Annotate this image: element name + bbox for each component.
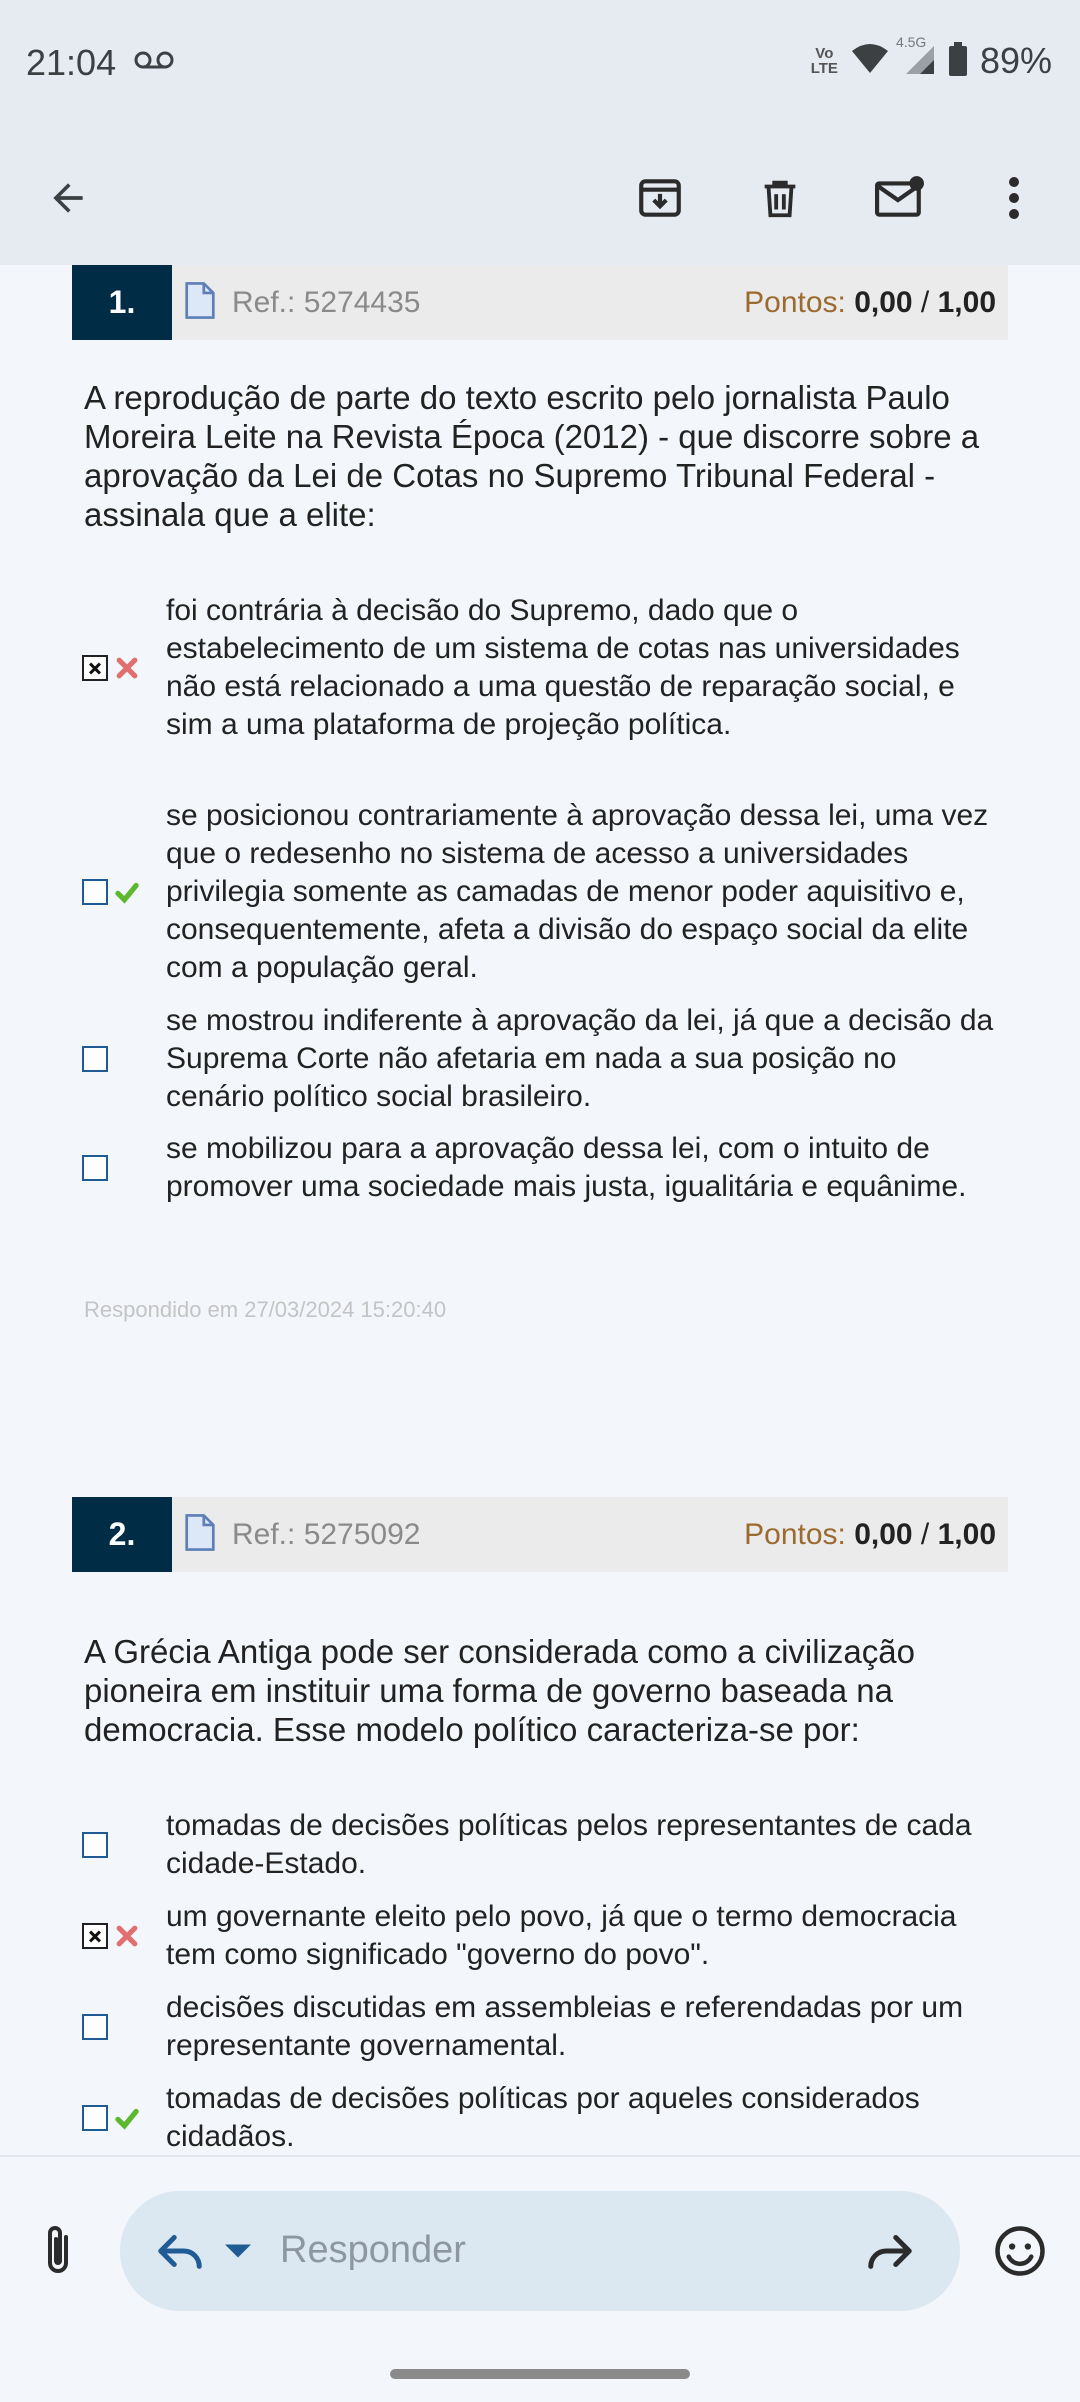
document-icon — [184, 281, 216, 324]
question-number: 2. — [72, 1497, 172, 1572]
correct-mark-icon — [114, 879, 140, 905]
option-checkbox[interactable] — [82, 2014, 108, 2040]
question-number: 1. — [72, 265, 172, 340]
question-ref: Ref.: 5275092 — [232, 1517, 421, 1551]
reply-bar — [0, 2155, 1080, 2402]
option-text: foi contrária à decisão do Supremo, dado que o estabelecimento de um sistema de cotas nas universidades não está relacionado a uma questão de reparação social, e sim a uma plataforma de projeção política. — [166, 594, 960, 741]
status-time: 21:04 — [26, 42, 117, 83]
battery-percent: 89% — [979, 40, 1052, 81]
option-checkbox[interactable] — [82, 1832, 108, 1858]
option-checkbox[interactable] — [82, 655, 108, 681]
wrong-mark-icon — [114, 1923, 140, 1949]
reply-placeholder[interactable]: Responder — [280, 2229, 466, 2271]
answer-option[interactable] — [82, 1002, 1002, 1116]
question-text: A reprodução de parte do texto escrito pelo jornalista Paulo Moreira Leite na Revista Época (2012) - que discorre sobre a aprovação da Lei de Cotas no Supremo Tribunal Federal - assinala que a elite: — [84, 379, 980, 533]
question-header — [72, 1497, 1008, 1572]
option-checkbox[interactable] — [82, 1046, 108, 1072]
status-bar — [0, 0, 1080, 130]
back-arrow-icon[interactable] — [28, 158, 108, 238]
option-text: um governante eleito pelo povo, já que o termo democracia tem como significado "governo do povo". — [166, 1900, 957, 1971]
cellular-signal-icon — [895, 33, 936, 81]
option-checkbox[interactable] — [82, 1923, 108, 1949]
reply-options-dropdown-icon[interactable] — [198, 2211, 278, 2291]
answered-timestamp: Respondido em 27/03/2024 15:20:40 — [84, 1297, 447, 1322]
network-type: 4.5G — [895, 33, 927, 50]
question-header — [72, 265, 1008, 340]
option-text: se mostrou indiferente à aprovação da lei, já que a decisão da Suprema Corte não afetaria em nada a sua posição no cenário político social brasileiro. — [166, 1004, 994, 1113]
emoji-icon[interactable] — [980, 2211, 1060, 2291]
option-text: tomadas de decisões políticas pelos representantes de cada cidade-Estado. — [166, 1809, 972, 1880]
answer-option[interactable] — [82, 797, 1002, 987]
option-text: se posicionou contrariamente à aprovação dessa lei, uma vez que o redesenho no sistema de acesso a universidades privilegia somente as camadas de menor poder aquisitivo e, consequentemente, afeta a divisão do espaço social da elite com a população geral. — [166, 799, 989, 984]
answer-option[interactable] — [82, 1130, 1002, 1206]
answer-option[interactable] — [82, 592, 1002, 744]
answer-option[interactable] — [82, 1898, 1002, 1974]
question-points: Pontos: 0,00 / 1,00 — [744, 285, 996, 319]
forward-icon[interactable] — [850, 2211, 930, 2291]
home-indicator[interactable] — [390, 2369, 690, 2379]
question-points: Pontos: 0,00 / 1,00 — [744, 1517, 996, 1551]
correct-mark-icon — [114, 2105, 140, 2131]
battery-icon — [948, 42, 968, 81]
wifi-icon — [850, 43, 890, 80]
archive-icon[interactable] — [620, 158, 700, 238]
option-text: decisões discutidas em assembleias e referendadas por um representante governamental. — [166, 1991, 964, 2062]
attachment-icon[interactable] — [18, 2211, 98, 2291]
question-ref: Ref.: 5274435 — [232, 285, 421, 319]
option-checkbox[interactable] — [82, 2105, 108, 2131]
app-bar — [0, 130, 1080, 265]
option-checkbox[interactable] — [82, 1155, 108, 1181]
mark-unread-icon[interactable] — [860, 158, 940, 238]
volte-indicator: Vo LTE — [810, 45, 838, 77]
answer-option[interactable] — [82, 2080, 1002, 2155]
answer-option[interactable] — [82, 1807, 1002, 1883]
voicemail-icon — [134, 50, 174, 75]
email-body[interactable] — [0, 265, 1080, 2155]
more-vert-icon[interactable] — [974, 158, 1054, 238]
option-text: se mobilizou para a aprovação dessa lei, com o intuito de promover uma sociedade mais justa, igualitária e equânime. — [166, 1132, 967, 1203]
document-icon — [184, 1513, 216, 1556]
delete-icon[interactable] — [740, 158, 820, 238]
wrong-mark-icon — [114, 655, 140, 681]
option-text: tomadas de decisões políticas por aqueles considerados cidadãos. — [166, 2082, 920, 2153]
question-text: A Grécia Antiga pode ser considerada como a civilização pioneira em instituir uma forma de governo baseada na democracia. Esse modelo político caracteriza-se por: — [84, 1633, 915, 1748]
option-checkbox[interactable] — [82, 879, 108, 905]
answer-option[interactable] — [82, 1989, 1002, 2065]
reply-field[interactable] — [120, 2191, 960, 2311]
